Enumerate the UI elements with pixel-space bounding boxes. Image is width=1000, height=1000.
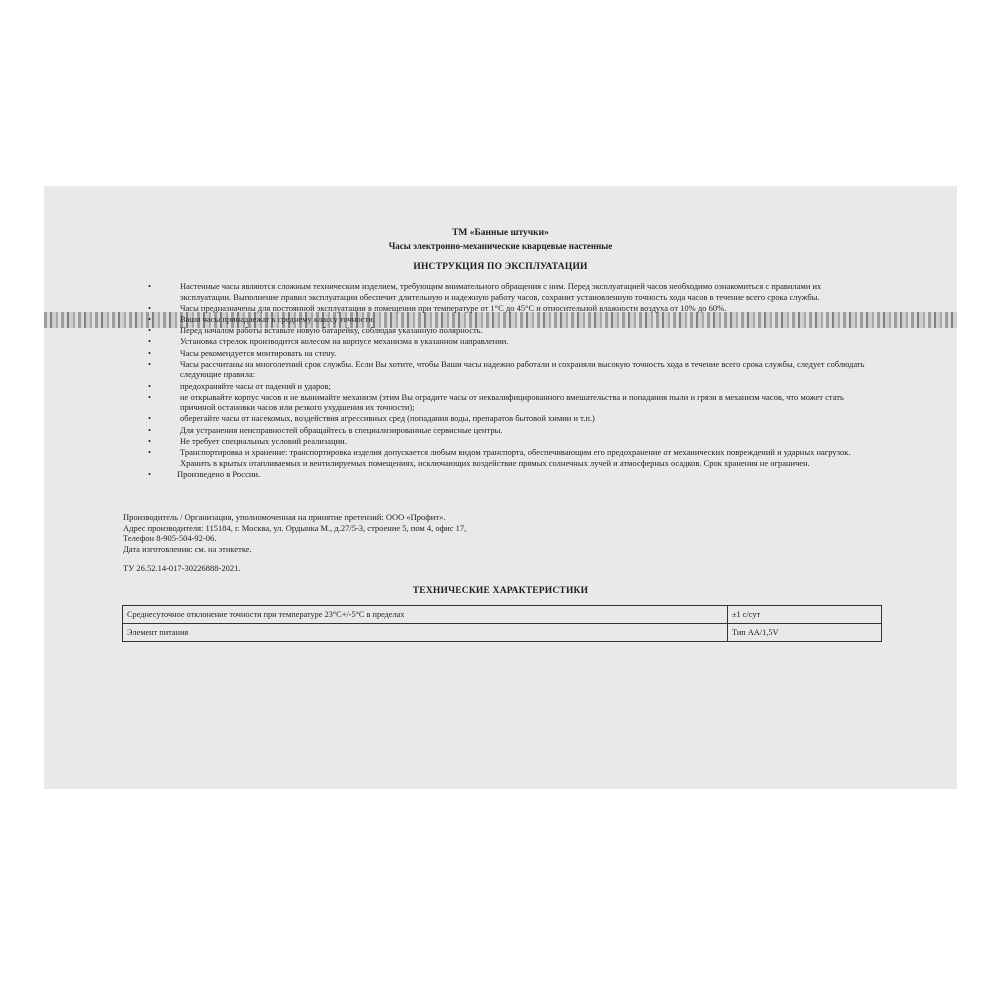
list-item: • Установка стрелок производится колесом на корпусе механизма в указанном направлении. (148, 336, 509, 347)
producer-line: Производитель / Организация, уполномоченная на принятие претензий: ООО «Профит». (123, 512, 446, 522)
producer-phone: Телефон 8-905-504-92-06. (123, 533, 217, 543)
bullet-icon: • (148, 391, 151, 402)
spec-value: Тип АА/1,5V (728, 624, 882, 642)
list-item: • оберегайте часы от насекомых, воздействия агрессивных сред (попадания воды, препаратов бытовой химии и т.п.) (148, 413, 595, 424)
bullet-icon: • (148, 447, 151, 458)
bullet-icon: • (148, 413, 151, 424)
tech-specs-heading: ТЕХНИЧЕСКИЕ ХАРАКТЕРИСТИКИ (412, 586, 589, 596)
list-item: • Ваши часы принадлежат к среднему классу точности. (148, 313, 375, 324)
bullet-icon: • (148, 358, 151, 369)
bullet-icon: • (148, 302, 151, 313)
tu-code: ТУ 26.52.14-017-30226888-2021. (123, 563, 241, 573)
product-title: Часы электронно-механические кварцевые настенные (388, 241, 613, 251)
brand-title: ТМ «Банные штучки» (452, 228, 549, 238)
spec-value: ±1 с/сут (728, 606, 882, 624)
bullet-icon: • (148, 347, 151, 358)
producer-info (123, 512, 723, 554)
instruction-sheet (44, 186, 957, 789)
instructions-heading: ИНСТРУКЦИЯ ПО ЭКСПЛУАТАЦИИ (413, 262, 588, 272)
bullet-icon: • (148, 336, 151, 347)
list-item: • предохраняйте часы от падений и ударов; (148, 380, 331, 391)
tech-specs-table (122, 605, 882, 642)
table-row (123, 606, 882, 624)
bullet-icon: • (148, 313, 151, 324)
manufacture-date: Дата изготовления: см. на этикетке. (123, 543, 252, 554)
list-item: • Перед началом работы вставьте новую батарейку, соблюдая указанную полярность. (148, 325, 483, 336)
producer-address: Адрес производителя: 115184, г. Москва, ул. Ордынка М., д.27/5-3, строение 5, пом 4, офис 17, (123, 522, 467, 533)
list-item: • Не требует специальных условий реализации. (148, 435, 347, 446)
spec-param: Элемент питания (123, 624, 728, 642)
bullet-icon: • (148, 424, 151, 435)
bullet-icon: • (148, 469, 151, 480)
bullet-icon: • (148, 325, 151, 336)
list-item: • Часы предназначены для постоянной эксплуатации в помещении при температуре от 1°C до 45°C и относительной влажности воздуха от 10% до 60%. (148, 302, 727, 313)
bullet-icon: • (148, 435, 151, 446)
instructions-list (148, 281, 868, 480)
list-item: • Настенные часы являются сложным техническим изделием, требующим внимательного обращения с ним. Перед эксплуатацией часов необходимо ознакомиться с правилами их эксплуатации. Выполнение правил эксплуатации обеспечит длительную и надежную работу часов, сохранит установленную точность хода часов в течение всего срока службы. (148, 281, 822, 302)
list-item: • не открывайте корпус часов и не вынимайте механизм (этим Вы оградите часы от неквалифицированного вмешательства и попадания пыли и грязи в механизм часов, что может стать причиной остановки часов или резкого ухудшения их точности); (148, 391, 844, 413)
table-row (123, 624, 882, 642)
list-item: • Часы рассчитаны на многолетний срок службы. Если Вы хотите, чтобы Ваши часы надежно работали и сохраняли высокую точность хода в течение всего срока службы, следует соблюдать следующие правила: (148, 358, 865, 380)
bullet-icon: • (148, 380, 151, 391)
list-item: • Для устранения неисправностей обращайтесь в специализированные сервисные центры. (148, 424, 503, 435)
spec-param: Среднесуточное отклонение точности при температуре 23°C+/-5°C в пределах (123, 606, 728, 624)
list-item: • Часы рекомендуется монтировать на стену. (148, 347, 337, 358)
list-item: • Произведено в России. (148, 469, 261, 480)
bullet-icon: • (148, 281, 151, 291)
list-item: • Транспортировка и хранение: транспортировка изделия допускается любым видом транспорта, обеспечивающим его предохранение от механических повреждений и ударных нагрузок. Хранить в крытых отапливаемых и вентилируемых помещениях, исключающих воздействие прямых солнечных лучей и атмосферных осадков. Срок хранения не ограничен. (148, 447, 851, 468)
